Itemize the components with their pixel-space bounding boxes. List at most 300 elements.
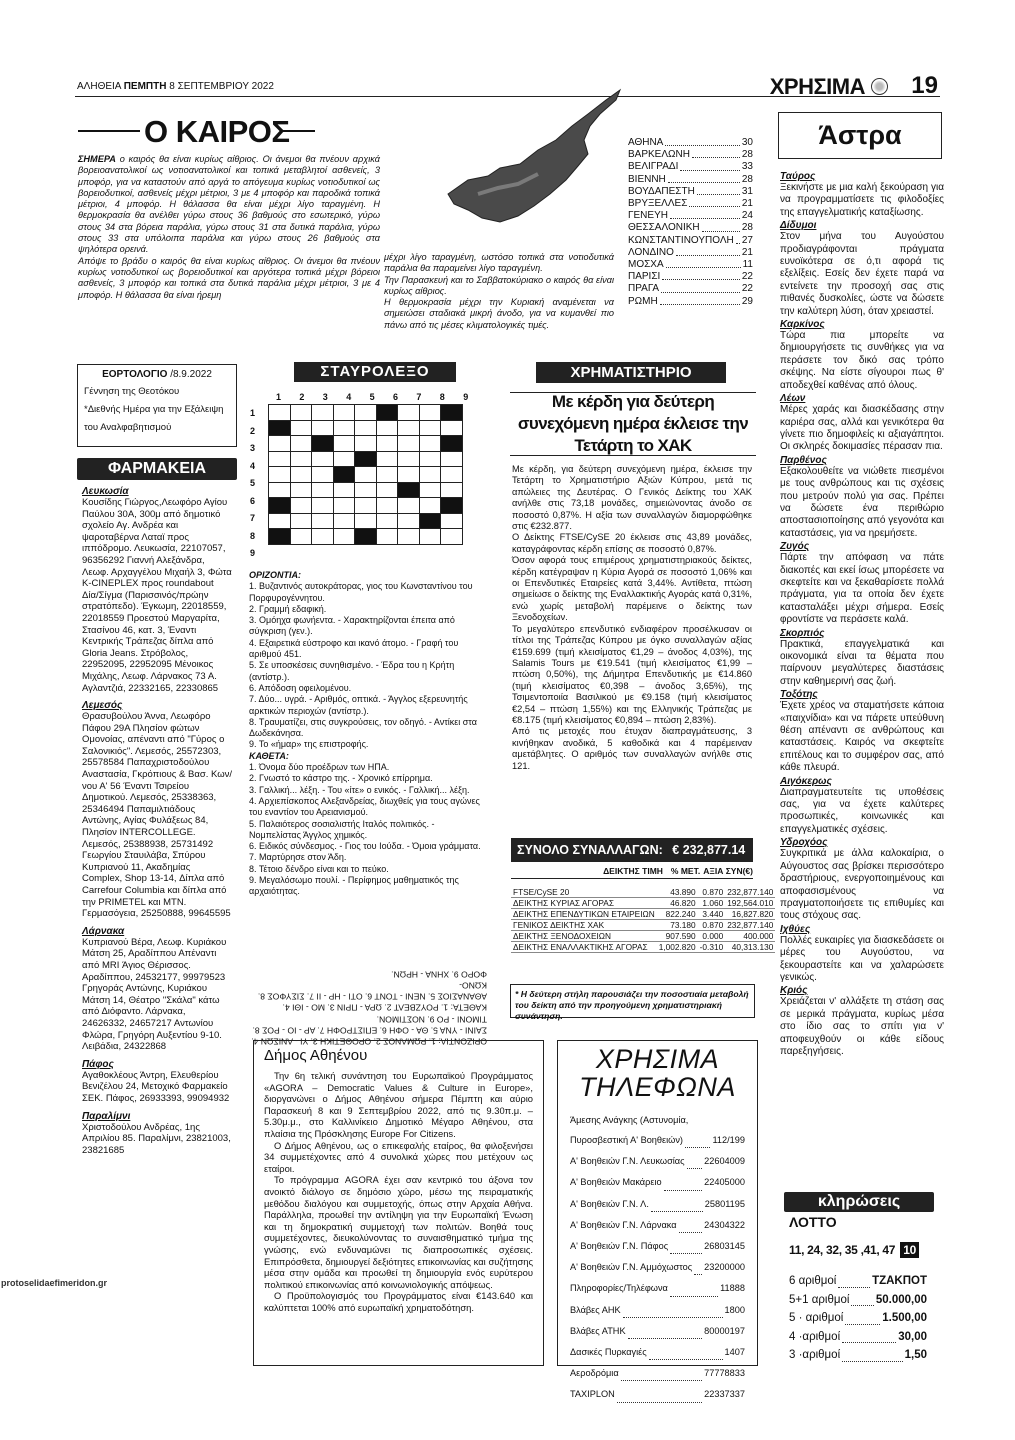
crossword-cell[interactable]: [419, 451, 441, 467]
phone-list: [570, 1151, 745, 1405]
cyprus-map: [438, 84, 628, 234]
weather-title-rule-right: [283, 130, 315, 132]
stock-footnote: * Η δεύτερη στήλη παρουσιάζει την ποσοστιαία μεταβολή του δείκτη από την προηγούμενη χρηματιστηριακή συνάντηση.: [515, 989, 749, 1021]
crossword-cell[interactable]: [419, 498, 441, 514]
horoscope-sign: [780, 628, 944, 689]
sign-text: Χρειάζεται ν' αλλάξετε τη στάση σας σε μερικά πράγματα, κυρίως μέσα στο ίδιο σας το σπίτι για ν' αποφευχθούν οι κάθε είδους παρεξηγήσεις.: [780, 996, 944, 1057]
sign-text: Συγκριτικά με άλλα καλοκαίρια, ο Αύγουστος σας βρίσκει περισσότερο δραστήριους, ενεργοποιημένους και αποφασισμένους να πραγματοποιήσετε τις επιθυμίες και τους στόχους σας.: [780, 848, 944, 922]
phone-row: [570, 1194, 745, 1215]
city-row: [628, 296, 753, 308]
city-temp: 21: [741, 198, 753, 210]
pharmacy-text: Χριστοδούλου Ανδρέας, 1ης Απριλίου 85. Παραλίμνι, 23821003, 23821685: [82, 1121, 231, 1156]
crossword-cell[interactable]: [290, 467, 312, 483]
weather-text-3: μέχρι λίγο ταραγμένη, ωστόσο τοπικά στα νοτιοδυτικά παράλια θα παραμείνει λίγο ταραγμένη.: [384, 252, 614, 274]
weather-today-text: ο καιρός θα είναι κυρίως αίθριος. Οι άνεμοι θα πνέουν αρχικά βορειοανατολικοί ως νοτιοανατολικοί και τοπικά μεταβλητοί ασθενείς, 3 μποφόρ, για να καταστούν από αργά το απόγευμα κυρίως νοτιοδυτικοί ως βορειοδυτικοί, ασθενείς μέχρι μέτριοι, 3 με 4 μποφόρ και παροδικά τοπικά μέτριοι, 4 μποφόρ. Η θάλασσα θα είναι μέχρι λίγο ταραγμένη. Η θερμοκρασία θα ανέλθει γύρω στους 36 βαθμούς στο εσωτερικό, γύρω στους 34 στα βόρεια παράλια, γύρω στους 31 στα δυτικά παράλια, γύρω στους 33 στα υπόλοιπα παράλια και γύρω στους 26 βαθμούς στα ψηλότερα ορεινά.: [78, 154, 380, 255]
crossword-cell[interactable]: [312, 405, 334, 421]
city-name: ΒΡΥΞΕΛΛΕΣ: [628, 198, 688, 210]
phone-name: Α' Βοηθειών Γ.Ν. Λευκωσίας: [570, 1156, 685, 1167]
table-row: [511, 898, 775, 909]
sign-text: Ξεκινήστε με μια καλή ξεκούραση για να προγραμματίσετε τις φιλοδοξίες της επαγγελματικής καταξίωσης.: [780, 182, 944, 218]
city-temp: 30: [741, 137, 753, 148]
index-value: 232,877.140: [727, 887, 774, 897]
crossword-cell[interactable]: [312, 498, 334, 514]
sign-text: Εξακολουθείτε να νιώθετε πιεσμένοι με τους ανθρώπους και τις σχέσεις που μετρούν πολύ για σας. Πρέπει να δώσετε ένα περιθώριο αποστασιοποίησης από γεγονότα και καταστάσεις, για να ηρεμήσετε.: [780, 465, 944, 539]
pharmacies-list: [82, 480, 232, 1156]
pharmacies-title: ΦΑΡΜΑΚΕΙΑ: [77, 458, 237, 480]
crossword-cell[interactable]: [441, 405, 463, 421]
crossword-cell[interactable]: [269, 529, 291, 545]
table-row: [511, 909, 775, 920]
city-temp: 21: [741, 246, 753, 258]
clue-horizontal: 4. Εξαιρετικά εύστροφο και ικανό άτομο. - Γραφή του αριθμού 451.: [249, 637, 459, 660]
crossword-col-number: 6: [393, 392, 399, 402]
crossword-cell[interactable]: [419, 420, 441, 436]
crossword-cell[interactable]: [290, 482, 312, 498]
crossword-cell[interactable]: [419, 467, 441, 483]
phone-row: [570, 1151, 745, 1172]
paper-name: ΑΛΗΘΕΙΑ: [77, 81, 121, 92]
city-name: ΛΟΝΔΙΝΟ: [628, 246, 674, 258]
crossword-cell[interactable]: [290, 529, 312, 545]
prize-label: 4 ·αριθμοί: [789, 1330, 841, 1343]
lotto-prize-row: [789, 1328, 927, 1347]
crossword-cell[interactable]: [269, 482, 291, 498]
lotto-prizes: [789, 1272, 927, 1365]
lotto-numbers: 11, 24, 32, 35 ,41, 47: [789, 1243, 896, 1257]
crossword-cell[interactable]: [269, 420, 291, 436]
crossword-cell[interactable]: [441, 467, 463, 483]
horoscope-sign: [780, 776, 944, 837]
crossword-grid: [268, 404, 463, 545]
horoscope-sign: [780, 837, 944, 922]
crossword-cell[interactable]: [355, 451, 377, 467]
index-name: ΔΕΙΚΤΗΣ ΕΠΕΝΔΥΤΙΚΩΝ ΕΤΑΙΡΕΙΩΝ: [513, 909, 655, 919]
eortologio-line3: του Αναλφαβητισμού: [84, 422, 172, 433]
crossword-row-numbers: [250, 408, 264, 558]
city-temp: 28: [741, 222, 753, 234]
pharmacy-group: [82, 926, 232, 1053]
crossword-cell[interactable]: [376, 513, 398, 529]
weather-text-5: Η θερμοκρασία μέχρι την Κυριακή αναμένεται να σημειώσει σταδιακά μικρή άνοδο, για να κυμανθεί πιο πάνω από τις μέσες κλιματολογικές τιμές.: [384, 297, 614, 330]
clue-horizontal: 9. Το «ήμαρ» της επιστροφής.: [249, 739, 369, 750]
crossword-cell[interactable]: [355, 513, 377, 529]
prize-value: 50.000,00: [875, 1293, 927, 1306]
clue-horizontal: 7. Δύο... υγρά. - Αριθμός, οπτικά. - Άγγλος εξερευνητής αρκτικών περιοχών (αντίστρ.).: [249, 694, 468, 716]
crossword-clues: [249, 570, 486, 898]
crossword-col-number: 4: [346, 392, 352, 402]
crossword-cell[interactable]: [290, 451, 312, 467]
sign-name: Τοξότης: [780, 689, 818, 701]
city-name: ΠΑΡΙΣΙ: [628, 271, 661, 283]
lotto-prize-row: [789, 1346, 927, 1365]
pharmacy-city: Λάρνακα: [82, 925, 125, 937]
crossword-cell[interactable]: [269, 405, 291, 421]
stock-footnote-box: [510, 984, 755, 1021]
weather-text-4: Την Παρασκευή και το Σαββατοκύριακο ο καιρός θα είναι κυρίως αίθριος.: [384, 274, 614, 296]
clue-horizontal: 6. Απόδοση οφειλομένου.: [249, 682, 352, 693]
crossword-cell[interactable]: [290, 498, 312, 514]
crossword-cell[interactable]: [312, 482, 334, 498]
crossword-cell[interactable]: [269, 436, 291, 452]
lotto-prize-row: [789, 1309, 927, 1328]
crossword-cell[interactable]: [398, 405, 420, 421]
phone-name: Βλάβες ΑΤΗΚ: [570, 1325, 626, 1336]
city-temp: 22: [741, 271, 753, 283]
index-value: 907.590: [657, 931, 698, 942]
crossword-cell[interactable]: [441, 436, 463, 452]
sign-name: Ιχθύες: [780, 923, 811, 935]
crossword-cell[interactable]: [441, 420, 463, 436]
crossword-cell[interactable]: [441, 513, 463, 529]
phone-name: Δασικές Πυρκαγιές: [570, 1347, 647, 1358]
phone-row: [570, 1321, 745, 1342]
crossword-cell[interactable]: [290, 420, 312, 436]
clue-vertical: 4. Αρχιεπίσκοπος Αλεξανδρείας, διωχθείς για τους αγώνες του εναντίον του Αρειανισμού.: [249, 795, 480, 818]
city-name: ΒΕΛΙΓΡΑΔΙ: [628, 161, 679, 173]
stock-p1: Με κέρδη, για δεύτερη συνεχόμενη ημέρα, έκλεισε την Τετάρτη το Χρηματιστήριο Αξιών Κύπρου, μετά τις απώλειες της Δευτέρας. Ο Γενικός Δείκτης του ΧΑΚ ανήλθε στις 73,18 μονάδες, σημειώνοντας άνοδο σε ποσοστό 0,87%. Η αξία των συναλλαγών διαμορφώθηκε στις €232.877.: [512, 464, 752, 532]
sign-text: Μέρες χαράς και διασκέδασης στην καριέρα σας, αλλά και γενικότερα θα γίνετε πιο δημοφιλείς κι αξιαγάπητοι. Οι σκληρές δοκιμασίες πέρασαν πια.: [780, 404, 944, 453]
phone-number: 112/199: [712, 1135, 745, 1145]
crossword-cell[interactable]: [398, 420, 420, 436]
pharmacy-city: Παραλίμνι: [82, 1110, 131, 1122]
weather-text-right: [384, 252, 614, 331]
prize-value: 1,50: [904, 1349, 927, 1361]
crossword-col-number: 8: [439, 392, 445, 402]
sign-name: Υδροχόος: [780, 837, 828, 849]
crossword-cell[interactable]: [441, 482, 463, 498]
crossword-cell[interactable]: [269, 513, 291, 529]
crossword-cell[interactable]: [419, 405, 441, 421]
city-name: ΓΕΝΕΥΗ: [628, 210, 668, 222]
crossword-cell[interactable]: [312, 420, 334, 436]
pharmacy-text: Θρασυβούλου Άννα, Λεωφόρο Πάφου 29Α Πλησίον φώτων Ομονοίας, απέναντι από "Γύρος ο Σαλονικιός". Λεμεσός, 25572303, 25578584 Παπαχριστοδούλου Αναστασία, Γκρόπιους & Βασ. Κων/νου Α' 56 Έναντι Τσιρείου Δημοτικού. Λεμεσός, 25338363, 25346494 Παπαμιλτιάδους Αντώνης, Αγίας Φυλάξεως 84, Πλησίον INTERCOLLEGE. Λεμεσός, 25388938, 25731492 Γεωργίου Σταυιλάβα, Σπύρου Κυπριανού 11, Ακαδημίας Complex, Shop 13-14, Δίπλα από Carrefour Columbia και δίπλα από την PRIMETEL και MTN. Γερμασόγεια, 25250888, 99645595: [82, 711, 232, 920]
city-name: ΒΟΥΔΑΠΕΣΤΗ: [628, 185, 695, 197]
crossword-cell[interactable]: [398, 513, 420, 529]
city-temp: 28: [741, 173, 753, 185]
horoscope-sign: [780, 220, 944, 318]
sign-text: Διαπραγματευτείτε τις υποθέσεις σας, για να έχετε καλύτερες προσωπικές, κοινωνικές και επαγγελματικές σχέσεις.: [780, 786, 944, 835]
solution-line-1: ΟΡΙΖΟΝΤΙΑ: 1. ΡΩΜΑΝΟΣ 2. ΟΡΟΘΕΤΙΚΗ 3. ΥΙ - ΑΝΙΣΩΝ 4. ΣΑΙΝΙ - ΥΝΑ 5. ΘΑ - ΟΦΗ 6. ΕΠΙΣΤΡΟΦΗ 7. ΑΡ - ΙΟ - ΡΟΣ 8.: [251, 1025, 487, 1047]
index-name: FTSE/CySE 20: [511, 887, 657, 898]
crossword-cell[interactable]: [376, 467, 398, 483]
crossword-cell[interactable]: [376, 436, 398, 452]
phone-row: [570, 1172, 745, 1193]
eortologio-title: ΕΟΡΤΟΛΟΓΙΟ: [102, 369, 168, 380]
weather-title-rule: [78, 130, 140, 132]
phone-row: [570, 1384, 745, 1405]
crossword-cell[interactable]: [355, 405, 377, 421]
index-value: 40,313.130: [725, 942, 775, 953]
sign-text: Στον μήνα του Αυγούστου προδιαγράφονται πράγματα ευνοϊκότερα σε ό,τι αφορά τις εξελίξεις. Εσείς δεν έχετε παρά να εντείνετε την προσοχή σας στις πιθανές δυσκολίες, ώστε να δώσετε την καλύτερη λύση, όταν χρειαστεί.: [780, 231, 944, 317]
city-row: [628, 149, 753, 161]
phones-title-2: ΤΗΛΕΦΩΝΑ: [579, 1072, 736, 1102]
crossword-cell[interactable]: [398, 467, 420, 483]
crossword-cell[interactable]: [376, 482, 398, 498]
crossword-row-number: 2: [250, 425, 256, 436]
horoscope-sign: [780, 541, 944, 626]
city-row: [628, 161, 753, 173]
sign-name: Λέων: [780, 393, 806, 405]
crossword-cell[interactable]: [333, 513, 355, 529]
sign-name: Καρκίνος: [780, 319, 825, 331]
stock-p5: Από τις μετοχές που έτυχαν διαπραγμάτευσης, 3 κινήθηκαν ανοδικά, 5 καθοδικά και 4 παρέμειναν αμετάβλητες. Ο αριθμός των συναλλαγών ανήλθε στις 121.: [512, 726, 752, 771]
crossword-cell[interactable]: [419, 529, 441, 545]
crossword-cell[interactable]: [376, 420, 398, 436]
index-value: 1.060: [698, 898, 726, 909]
clue-vertical: 6. Ειδικός σύνδεσμος. - Γιος του Ιούδα. - Όμοια γράμματα.: [249, 841, 481, 852]
clue-vertical: 8. Τέτοιο δένδρο είναι και το πεύκο.: [249, 863, 389, 874]
weather-section: [78, 114, 618, 364]
pharmacy-text: Κυπριανού Βέρα, Λεωφ. Κυριάκου Μάτση 25, Αραδίππου Απέναντι από MRI Άγιος Θέρισσος. Αραδίππου, 24532177, 99979523 Γρηγοράς Αντώνης, Κυριάκου Μάτση 14, Θέατρο "Σκάλα" κάτω από Διόφαντο. Λάρνακα, 24626332, 24657217 Αντωνίου Φλώρα, Γρηγόρη Αυξεντίου 9-10. Λειβάδια, 24322868: [82, 936, 227, 1053]
phone-row: [570, 1342, 745, 1363]
pharmacy-text: Αγαθοκλέους Άντρη, Ελευθερίου Βενιζέλου 24, Μετοχικό Φαρμακείο ΣΕΚ. Πάφος, 26933393, 99094932: [82, 1069, 230, 1104]
crossword-cell[interactable]: [312, 467, 334, 483]
index-value: -0.310: [699, 942, 724, 952]
crossword-cell[interactable]: [333, 529, 355, 545]
city-temp: 29: [741, 295, 753, 307]
weather-tonight-text: Απόψε το βράδυ ο καιρός θα είναι κυρίως αίθριος. Οι άνεμοι θα πνέουν κυρίως νοτιοδυτικοί ως βορειοδυτικοί και αργότερα τοπικά μέχρι βόρειοι ασθενείς, 3 μποφόρ και τοπικά στα δυτικά παράλια μέχρι μέτριοι, 3 με 4 μποφόρ. Η θάλασσα θα είναι ήρεμη: [78, 255, 380, 300]
phone-number: 80000197: [704, 1325, 745, 1336]
crossword-cell[interactable]: [312, 451, 334, 467]
sign-name: Αιγόκερως: [780, 775, 832, 787]
phone-number: 22337337: [704, 1389, 745, 1400]
clue-horizontal: 5. Σε υποσκέσεις συνηθισμένο. - Έδρα του η Κρήτη (αντίστρ.).: [249, 660, 455, 682]
prize-value: 30,00: [898, 1330, 927, 1343]
prize-value: 1.500,00: [882, 1312, 927, 1324]
table-row: [511, 942, 775, 953]
phone-number: 24304322: [704, 1219, 745, 1230]
col-header-change: % ΜΕΤ.: [670, 866, 701, 876]
sign-name: Κριός: [780, 985, 808, 997]
weather-today-label: ΣΗΜΕΡΑ: [78, 154, 116, 164]
lotto-game-title: ΛΟΤΤΟ: [789, 1214, 837, 1230]
solution-line-3: ΚΑΘΕΤΑ: 1. ΡΟΥΖΒΕΛΤ 2. ΩΡΑ - ΠΡΙΝ 3. ΜΟ - ΙΘΙ 4. ΑΘΑΝΑΣΙΟΣ 5. ΝΕΝΙ - ΤΟΝΤ 6. ΟΤΙ - ΗΡ - ΙΙ 7. ΣΙΣΥΦΟΣ 8. ΚΩΝΟ-: [257, 980, 487, 1013]
crossword-cell[interactable]: [290, 436, 312, 452]
crossword-cell[interactable]: [398, 436, 420, 452]
prize-label: 5+1 αριθμοί: [789, 1293, 850, 1306]
crossword-col-number: 5: [369, 392, 375, 402]
stock-p3: Όσον αφορά τους επιμέρους χρηματιστηριακούς δείκτες, κέρδη κατέγραψαν η Κύρια Αγορά σε ποσοστό 1,06% και οι Επενδυτικές Εταιρείες κατά 3,44%. Αντίθετα, πτώση σημείωσε ο δείκτης της Εναλλακτικής Αγοράς κατά 0,31%, ενώ χωρίς μεταβολή παρέμεινε ο δείκτης των Ξενοδοχείων.: [512, 555, 752, 623]
sign-text: Πάρτε την απόφαση να πάτε διακοπές και εκεί ίσως μπορέσετε να σκεφτείτε και να ξεκαθαρίσετε πολλά πράγματα, για τα οποία δεν έχετε κατασταλάξει μέχρι σήμερα. Εσείς φροντίστε να περάσετε καλά.: [780, 552, 944, 626]
sign-name: Παρθένος: [780, 454, 827, 466]
athienou-p1: Την 6η τελική συνάντηση του Ευρωπαϊκού Προγράμματος «AGORA – Democratic Values & Culture in Europe», διοργανώνει ο Δήμος Αθηένου σήμερα Πέμπτη και αύριο Παρασκευή 8 και 9 Σεπτεμβρίου 2022, από τις 9.30π.μ. – 5.30μ.μ., στο Καλλινίκειο Δημοτικό Μέγαρο Αθηένου, στα πλαίσια της Πρόσκλησης Europe For Citizens.: [264, 1070, 533, 1139]
crossword-cell[interactable]: [376, 405, 398, 421]
crossword-cell[interactable]: [441, 529, 463, 545]
phone-name: Πληροφορίες/Τηλέφωνα: [570, 1283, 668, 1294]
crossword-cell[interactable]: [269, 498, 291, 514]
index-value: 0.870: [698, 920, 726, 931]
phone-row: [570, 1278, 745, 1299]
phone-number: 1407: [724, 1347, 745, 1358]
horoscope-sign: [780, 455, 944, 540]
clue-vertical: 3. Γαλλική... λέξη. - Του «ίτε» ο ενικός. - Γαλλική... λέξη.: [249, 784, 470, 795]
crossword-cell[interactable]: [355, 436, 377, 452]
sign-text: Πρακτικά, επαγγελματικά και οικονομικά είναι τα θέματα που παίρνουν μεγαλύτερες διαστάσεις στην καθημερινή σας ζωή.: [780, 638, 944, 687]
solution-line-2: ΤΙΜΟΝΙ - ΡΟ 9. ΝΟΣΤΙΜΟΝ.: [376, 1014, 487, 1025]
crossword-cell[interactable]: [355, 420, 377, 436]
city-temperatures: [628, 137, 753, 308]
crossword-row-number: 6: [250, 495, 256, 506]
city-name: ΒΙΕΝΝΗ: [628, 173, 666, 185]
solution-line-4: ΦΟΡΟ 9. ΧΗΝΑ - ΗΡΩΝ.: [391, 969, 487, 980]
phone-number: 11888: [720, 1283, 745, 1294]
phone-name: Α' Βοηθειών Γ.Ν. Λ.: [570, 1198, 649, 1209]
phone-row-emergency: [570, 1130, 745, 1151]
athienou-p3: Το πρόγραμμα AGORA έχει σαν κεντρικό του άξονα τον ανοικτό διάλογο σε δημόσιο χώρο, μέσω της πειραματικής μεθόδου διαλόγου και συμμετοχής, όπως στην Αρχαία Αθήνα. Παράλληλα, προωθεί την αντίληψη για την Ευρωπαϊκή Ένωση και τη δημοκρατική συμμετοχή των πολιτών. Βοηθά τους συμμετέχοντες, διευκολύνοντας το συναισθηματικό τμήμα της γνώσης, ενώ ενδυναμώνει τις διαπροσωπικές σχέσεις. Επιπρόσθετα, δημιουργεί δεξιότητες επικοινωνίας και συζήτησης μέσα στην ομάδα και προωθεί τη δημιουργία ενός ευρύτερου πολιτικού επικοινωνίας από κοινωνιολογικής απόψεως.: [264, 1174, 533, 1290]
index-value: 16,827.820: [725, 909, 775, 920]
crossword-cell[interactable]: [376, 451, 398, 467]
index-value: 400.000: [725, 931, 775, 942]
crossword-cell[interactable]: [333, 405, 355, 421]
phone-name: Α' Βοηθειών Μακάρειο: [570, 1177, 662, 1188]
crossword-cell[interactable]: [398, 451, 420, 467]
city-row: [628, 259, 753, 271]
crossword-cell[interactable]: [333, 436, 355, 452]
city-name: ΡΩΜΗ: [628, 295, 658, 307]
phone-number: 22405000: [704, 1177, 745, 1188]
horizontal-clues: [249, 581, 486, 750]
crossword-cell[interactable]: [419, 436, 441, 452]
crossword-cell[interactable]: [333, 467, 355, 483]
crossword-cell[interactable]: [333, 420, 355, 436]
crossword-cell[interactable]: [333, 498, 355, 514]
crossword-cell[interactable]: [398, 498, 420, 514]
index-value: 0.870: [698, 887, 726, 898]
phone-number: 77778833: [704, 1368, 745, 1379]
city-row: [628, 271, 753, 283]
section-icon: [871, 78, 888, 95]
city-row: [628, 222, 753, 234]
table-row: [511, 920, 775, 931]
pharmacy-city: Πάφος: [82, 1058, 114, 1070]
sign-text: Τώρα πια μπορείτε να δημιουργήσετε τις συνθήκες για να περάσετε τον δικό σας τρόπο σκέψης. Να είστε σίγουροι πως θ' αποδεχθεί καθένας από όλους.: [780, 330, 944, 391]
phone-name: Α' Βοηθειών Γ.Ν. Πάφος: [570, 1241, 669, 1252]
crossword-col-number: 3: [322, 392, 328, 402]
crossword-cell[interactable]: [355, 467, 377, 483]
page-number: 19: [911, 72, 938, 99]
phone-name: TAXIPLON: [570, 1389, 615, 1400]
city-row: [628, 186, 753, 198]
sign-text: Έχετε χρέος να σταματήσετε κάποια «παιχνίδια» και να πάρετε υπεύθυνη θέση απέναντι σε ανθρώπους και καταστάσεις. Καιρός να σκεφτείτε επιτέλους και το συμφέρον σας, από κάθε πλευρά.: [780, 700, 944, 774]
phone-name: Αεροδρόμια: [570, 1368, 619, 1379]
pharmacy-group: [82, 1059, 232, 1105]
crossword-cell[interactable]: [441, 498, 463, 514]
crossword-col-number: 1: [276, 392, 282, 402]
clue-horizontal: 3. Ομόηχα φωνήεντα. - Χαρακτηρίζονται έπειτα από σύγκριση (γεν.).: [249, 615, 455, 637]
crossword-cell[interactable]: [333, 451, 355, 467]
table-row: [511, 931, 775, 942]
stock-table: [511, 887, 775, 953]
clue-vertical: 9. Μεγαλόσωμο πουλί. - Περίφημος μαθηματικός της αρχαιότητας.: [249, 875, 459, 897]
prize-label: 6 αριθμοί: [789, 1275, 837, 1287]
crossword-cell[interactable]: [376, 498, 398, 514]
stock-p4: Το μεγαλύτερο επενδυτικό ενδιαφέρον προσέλκυσαν οι τίτλοι της Τράπεζας Κύπρου με όγκο συναλλαγών αξίας €159.699 (τιμή κλεισίματος €1,29 – άνοδος 4,03%), της Salamis Tours με €19.541 (τιμή κλεισίματος €1,99 – πτώση 0,50%), της Δήμητρα Επενδυτικής με €14.860 (τιμή κλεισίματος €0,398 – άνοδος 3,65%), της Τσιμεντοποιία Βασιλικού με €9.158 (τιμή κλεισίματος €2,54 – πτώση 1,55%) και της Ελληνικής Τράπεζας με €8.175 (τιμή κλεισίματος €0,894 – πτώση 2,83%).: [512, 623, 752, 725]
crossword-cell[interactable]: [290, 513, 312, 529]
crossword-title: ΣΤΑΥΡΟΛΕΞΟ: [294, 362, 456, 382]
clue-vertical: 5. Παλαιότερος σοσιαλιστής Ιταλός πολιτικός. - Νομπελίστας Άγγλος χημικός.: [249, 818, 435, 840]
phone-row: [570, 1300, 745, 1321]
sign-name: Δίδυμοι: [780, 220, 817, 232]
pharmacy-text: Κουσίδης Γιώργος,Λεωφόρο Αγίου Παύλου 30Α, 300μ από δημοτικό σχολείο Αγ. Ανδρέα και ψαροταβέρνα Λαταϊ προς ιππόδρομο. Λευκωσία, 22107057, 96356292 Γιαννή Αλεξάνδρα, Λεωφ. Αρχαγγέλου Μιχαήλ 3, Φώτα K-CINEPLEX προς roundabout Δία/Σίγμα (Παρισσινός/πρώην στρατόπεδο). Έγκωμη, 22018559, 22018559 Προεστού Μαργαρίτα, Στασίνου 46, κατ. 3, Έναντι Κεντρικής Τράπεζας δίπλα από Gloria Jeans. Στρόβολος, 22952095, 22952095 Μένοικος Μιχάλης, Λεωφ. Λάρνακος 73 Α. Αγλαντζιά, 22332165, 22330865: [82, 497, 232, 694]
phone-row: [570, 1236, 745, 1257]
crossword-grid-wrap: [248, 392, 484, 557]
phone-name: Α' Βοηθειών Γ.Ν. Λάρνακα: [570, 1219, 677, 1230]
crossword-row-number: 1: [250, 408, 256, 418]
crossword-row-number: 5: [250, 478, 256, 488]
stock-headline: Με κέρδη για δεύτερη συνεχόμενη ημέρα έκλεισε την Τετάρτη το ΧΑΚ: [517, 392, 749, 455]
clue-vertical: 7. Μαρτύρησε στον Άδη.: [249, 852, 347, 863]
city-temp: 31: [741, 185, 753, 197]
city-name: ΠΡΑΓΑ: [628, 283, 660, 295]
crossword-cell[interactable]: [419, 482, 441, 498]
crossword-cell[interactable]: [312, 513, 334, 529]
crossword-cell[interactable]: [398, 529, 420, 545]
crossword-cell[interactable]: [333, 482, 355, 498]
pharmacy-group: [82, 1111, 232, 1157]
header-day: ΠΕΜΠΤΗ: [123, 81, 167, 92]
phone-name: Α' Βοηθειών Γ.Ν. Αμμόχωστος: [570, 1262, 693, 1273]
stock-p2: Ο Δείκτης FTSE/CySE 20 έκλεισε στις 43,89 μονάδες, καταγράφοντας κέρδη επίσης σε ποσοστό 0,87%.: [512, 532, 752, 554]
athienou-title: Δήμος Αθηένου: [264, 1047, 368, 1064]
horoscope-sign: [780, 393, 944, 454]
horoscope-sign: [780, 319, 944, 392]
crossword-cell[interactable]: [269, 451, 291, 467]
lotto-numbers-row: [789, 1243, 919, 1257]
clue-horizontal: 8. Τραυματίζει, στις συγκρούσεις, τον οδηγό. - Αντίκει στα Δωδεκάνησα.: [249, 716, 477, 739]
clue-vertical: 1. Όνομα δύο προέδρων των ΗΠΑ.: [249, 762, 390, 773]
crossword-cell[interactable]: [441, 451, 463, 467]
col-header-index: ΔΕΙΚΤΗΣ ΤΙΜΗ: [603, 866, 663, 876]
crossword-col-number: 2: [299, 392, 305, 402]
index-value: 0.000: [698, 931, 726, 942]
sign-name: Σκορπιός: [780, 627, 825, 639]
stock-title: ΧΡΗΜΑΤΙΣΤΗΡΙΟ: [536, 362, 726, 383]
col-header-value: ΑΞΙΑ ΣΥΝ(€): [703, 866, 753, 876]
crossword-cell[interactable]: [419, 513, 441, 529]
city-row: [628, 235, 753, 247]
crossword-cell[interactable]: [290, 405, 312, 421]
eortologio-box: [77, 364, 237, 447]
phone-number: 26803145: [704, 1241, 745, 1252]
stock-total-value: € 232,877.14: [672, 843, 746, 857]
crossword-cell[interactable]: [398, 482, 420, 498]
eortologio-line1: Γέννηση της Θεοτόκου: [84, 386, 180, 397]
pharmacy-city: Λευκωσία: [82, 486, 129, 497]
index-value: 43.890: [657, 887, 698, 898]
pharmacy-city: Λεμεσός: [82, 700, 123, 712]
horoscope-sign: [780, 985, 944, 1058]
index-name: ΔΕΙΚΤΗΣ ΚΥΡΙΑΣ ΑΓΟΡΑΣ: [511, 898, 657, 909]
table-row: [511, 887, 775, 898]
crossword-cell[interactable]: [376, 529, 398, 545]
index-value: 232,877.140: [727, 920, 774, 930]
crossword-cell[interactable]: [312, 529, 334, 545]
crossword-cell[interactable]: [355, 498, 377, 514]
phone-row: [570, 1257, 745, 1278]
crossword-cell[interactable]: [269, 467, 291, 483]
crossword-cell[interactable]: [312, 436, 334, 452]
city-row: [628, 198, 753, 210]
crossword-cell[interactable]: [355, 482, 377, 498]
index-value: 822.240: [657, 909, 698, 920]
horoscope-sign: [780, 171, 944, 219]
city-row: [628, 137, 753, 149]
crossword-cell[interactable]: [355, 529, 377, 545]
weather-title: Ο ΚΑΙΡΟΣ: [144, 114, 290, 149]
city-temp: 28: [741, 149, 753, 161]
index-value: 73.180: [657, 920, 698, 931]
horoscope-sign: [780, 924, 944, 985]
